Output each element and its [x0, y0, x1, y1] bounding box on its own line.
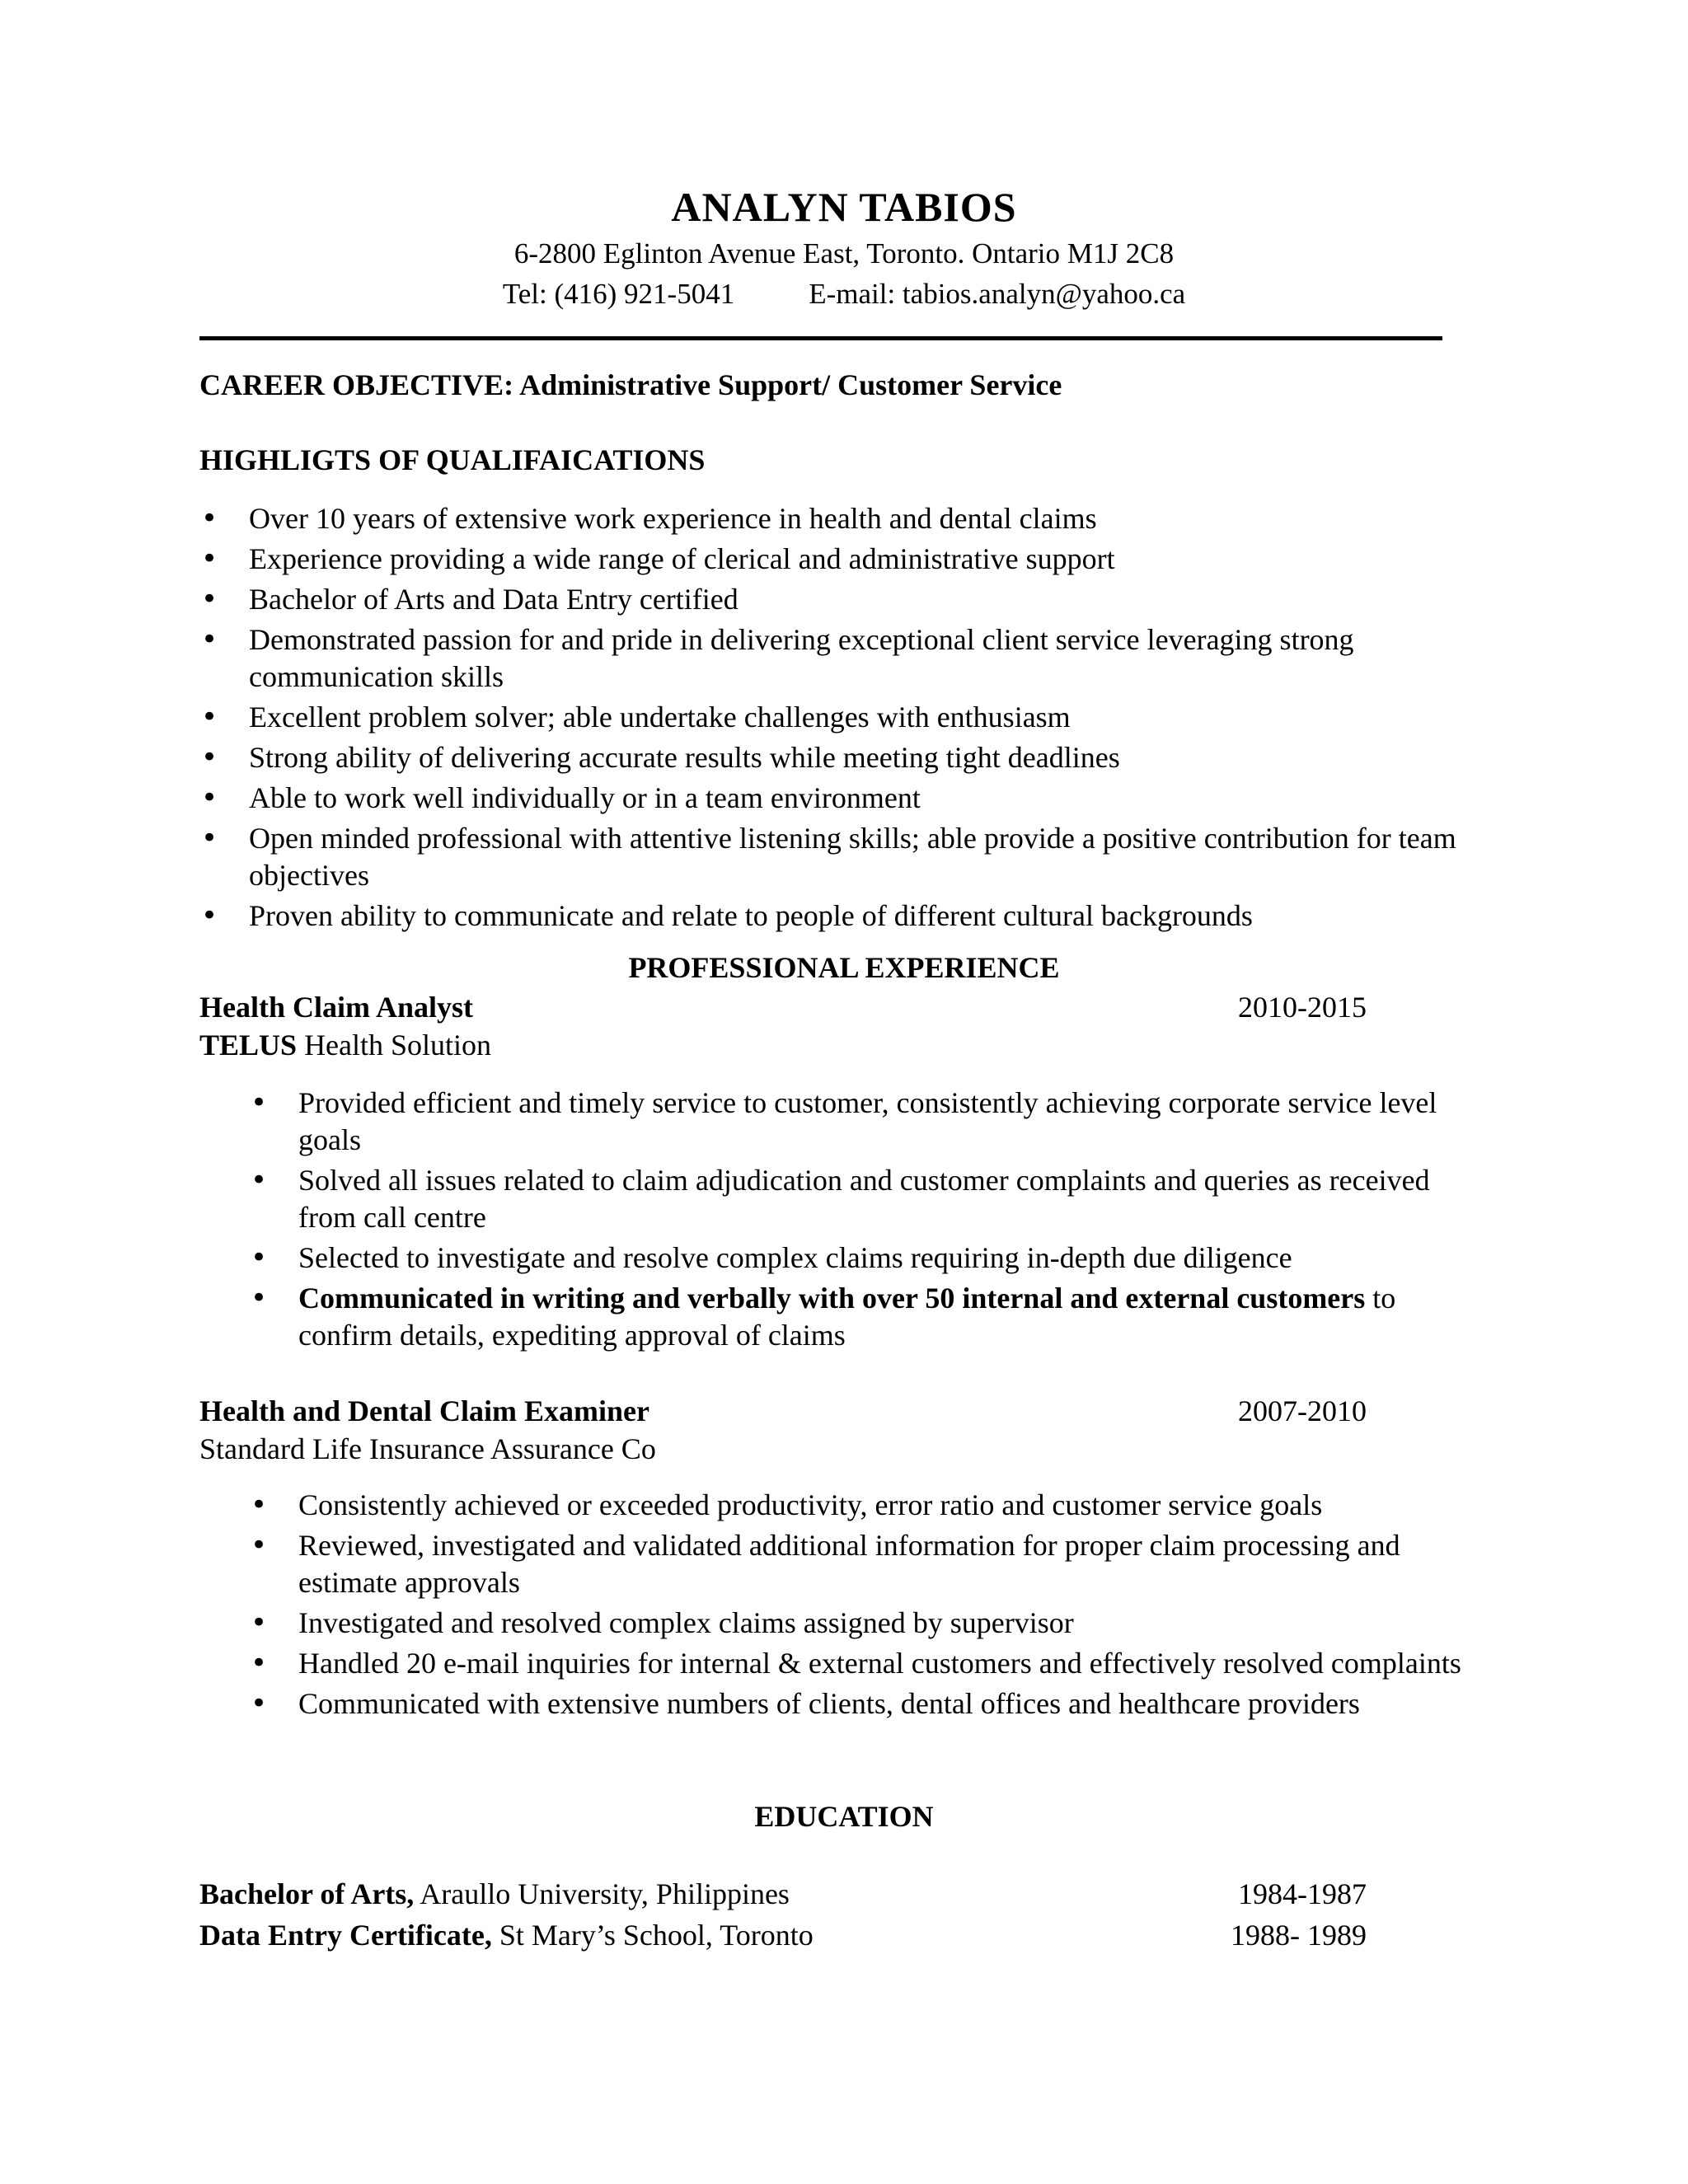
school: St Mary’s School, Toronto [491, 1919, 814, 1952]
list-item: • Bachelor of Arts and Data Entry certified [199, 581, 1485, 618]
education-dates: 1984-1987 [1238, 1877, 1367, 1910]
job-title: Health and Dental Claim Examiner [199, 1394, 649, 1427]
list-item: • Selected to investigate and resolve complex claims requiring in-depth due diligence [249, 1240, 1485, 1277]
degree: Bachelor of Arts, [199, 1877, 415, 1910]
bold-text: Communicated in writing and verbally with over 50 internal and external customers [298, 1282, 1366, 1315]
company-name-bold: TELUS [199, 1029, 298, 1062]
job-dates: 2010-2015 [1238, 991, 1367, 1024]
email: E-mail: tabios.analyn@yahoo.ca [809, 278, 1186, 310]
item-text: to confirm details, expediting approval of claims [298, 1282, 1396, 1352]
list-item: • Demonstrated passion for and pride in delivering exceptional client service leveraging strong communication skills [199, 621, 1485, 696]
education-entry [199, 1918, 814, 1952]
phone: Tel: (416) 921-5041 [502, 278, 735, 310]
list-item: • Investigated and resolved complex claims assigned by supervisor [249, 1605, 1485, 1642]
list-item: • Handled 20 e-mail inquiries for internal & external customers and effectively resolved complaints [249, 1645, 1485, 1682]
objective-value: Administrative Support/ Customer Service [519, 368, 1062, 401]
applicant-name: ANALYN TABIOS [671, 184, 1017, 230]
job-company [199, 1028, 491, 1062]
company-name-rest: Health Solution [297, 1029, 492, 1062]
job-duties-list [249, 1085, 1485, 1357]
address: 6-2800 Eglinton Avenue East, Toronto. Ontario M1J 2C8 [513, 237, 1175, 269]
contact-line [0, 278, 1688, 311]
education-entry [199, 1877, 790, 1911]
list-item: • Proven ability to communicate and relate to people of different cultural backgrounds [199, 898, 1485, 935]
qualifications-heading: HIGHLIGTS OF QUALIFAICATIONS [199, 443, 706, 476]
list-item: • Strong ability of delivering accurate results while meeting tight deadlines [199, 739, 1485, 776]
job-title: Health Claim Analyst [199, 991, 474, 1024]
school: Araullo University, Philippines [414, 1877, 790, 1910]
list-item: • Solved all issues related to claim adjudication and customer complaints and queries as received from call centre [249, 1162, 1485, 1236]
experience-heading: PROFESSIONAL EXPERIENCE [628, 951, 1060, 984]
job-dates: 2007-2010 [1238, 1394, 1367, 1427]
job-company: Standard Life Insurance Assurance Co [199, 1432, 656, 1465]
list-item: • Able to work well individually or in a team environment [199, 780, 1485, 817]
list-item: • Provided efficient and timely service to customer, consistently achieving corporate service level goals [249, 1085, 1485, 1159]
list-item: • Consistently achieved or exceeded productivity, error ratio and customer service goals [249, 1487, 1485, 1524]
list-item: • Communicated with extensive numbers of clients, dental offices and healthcare providers [249, 1685, 1485, 1722]
list-item: • Open minded professional with attentive listening skills; able provide a positive contribution for team objectives [199, 820, 1485, 894]
education-heading: EDUCATION [754, 1800, 934, 1833]
degree: Data Entry Certificate, [199, 1919, 492, 1952]
list-item: • Experience providing a wide range of clerical and administrative support [199, 541, 1485, 578]
list-item: • Excellent problem solver; able undertake challenges with enthusiasm [199, 699, 1485, 736]
list-item: • Over 10 years of extensive work experience in health and dental claims [199, 500, 1485, 537]
career-objective [199, 368, 1062, 402]
qualifications-list [199, 500, 1485, 938]
objective-label: CAREER OBJECTIVE: [199, 368, 514, 401]
education-dates: 1988- 1989 [1231, 1919, 1367, 1952]
list-item [249, 1280, 1485, 1354]
job-duties-list [249, 1487, 1485, 1726]
header-divider [199, 336, 1442, 340]
list-item: • Reviewed, investigated and validated additional information for proper claim processing and estimate approvals [249, 1527, 1485, 1601]
